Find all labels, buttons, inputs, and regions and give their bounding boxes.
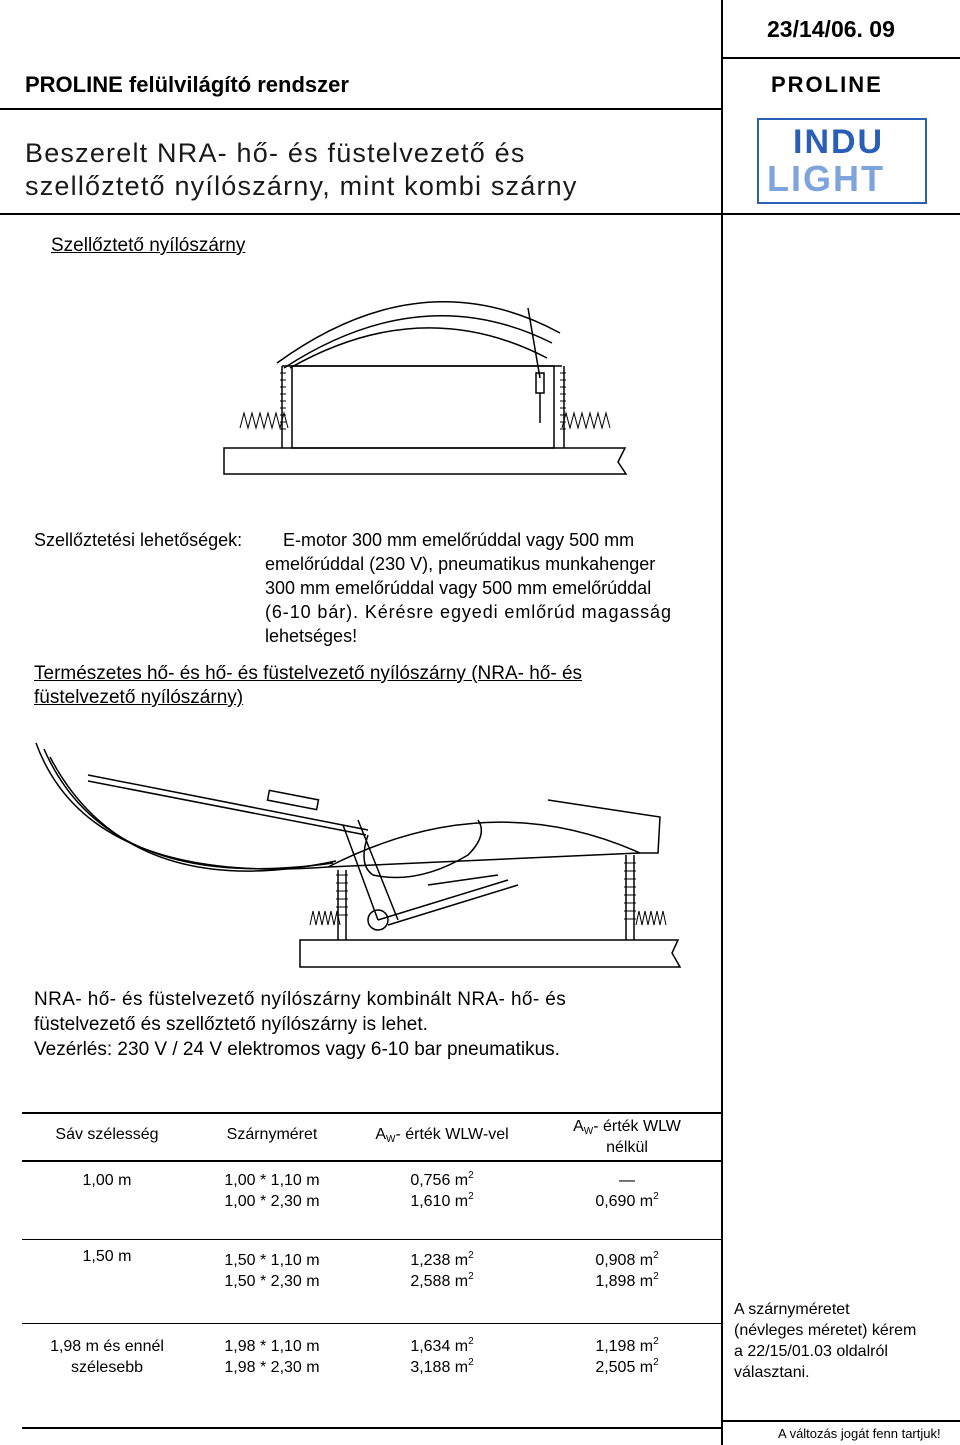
- page-title-line1: Beszerelt NRA- hő- és füstelvezető és: [25, 138, 526, 168]
- page-title-line2: szellőztető nyílószárny, mint kombi szárny: [25, 171, 578, 201]
- band-width-cell: 1,98 m és ennél: [50, 1337, 164, 1355]
- aw-with-cell: 1,238 m: [410, 1251, 469, 1269]
- aw-without-cell: —: [619, 1172, 635, 1189]
- doc-number: 23/14/06. 09: [767, 16, 895, 42]
- smoke-vent-drawing: [28, 735, 688, 970]
- notes-line2: füstelvezető és szellőztető nyílószárny is lehet.: [34, 1014, 428, 1035]
- notes-line3: Vezérlés: 230 V / 24 V elektromos vagy 6-10 bar pneumatikus.: [34, 1039, 560, 1060]
- table-row: 1,98 m és ennél szélesebb 1,98 * 1,10 m 1,98 * 2,30 m 1,634 $m^2$ 3,188 $m^2$ 1,198 $m^2$ 2,505 $m^2$: [22, 1323, 722, 1428]
- sash-size-cell: 1,98 * 1,10 m: [224, 1337, 320, 1355]
- logo-text-indu: INDU: [793, 123, 885, 161]
- footer-top-border: [721, 1420, 960, 1422]
- doc-number-bottom-border: [721, 57, 960, 59]
- aw-with-cell: 1,634 m: [410, 1337, 469, 1355]
- aw-with-cell: 3,188 m: [410, 1358, 469, 1376]
- aw-without-cell: 1,198 m: [595, 1337, 654, 1355]
- band-width-cell: szélesebb: [70, 1358, 144, 1376]
- table-row: 1,50 m 1,50 * 1,10 m 1,50 * 2,30 m 1,238 $m^2$ 2,588 $m^2$ 0,908 $m^2$ 1,898 $m^2$: [22, 1239, 722, 1323]
- ventilation-options-line4: (6-10 bár). Kérésre egyedi emlőrúd magasság: [265, 602, 672, 622]
- brand-proline: PROLINE: [771, 72, 883, 97]
- band-width-cell: 1,50 m: [82, 1247, 132, 1265]
- ventilation-options-line3: 300 mm emelőrúddal vagy 500 mm emelőrúddal: [265, 578, 652, 598]
- side-note-line1: A szárnyméretet: [734, 1301, 850, 1318]
- sash-size-cell: 1,50 * 1,10 m: [224, 1251, 320, 1269]
- sash-size-table: [22, 1112, 722, 1429]
- header-bottom-border: [0, 213, 960, 215]
- table-header-row: [22, 1113, 722, 1161]
- footer-disclaimer: A változás jogát fenn tartjuk!: [778, 1426, 941, 1441]
- aw-without-cell: 2,505 m: [595, 1358, 654, 1376]
- header-sash-size: Szárnyméret: [226, 1126, 318, 1143]
- side-note: [734, 1299, 916, 1383]
- indulight-logo: [757, 118, 927, 204]
- header-aw-without-wlw: $A_W-$ érték WLW nélkül: [573, 1118, 681, 1156]
- aw-without-cell: 0,690 m: [595, 1193, 654, 1210]
- ventilation-sash-drawing: [222, 288, 632, 478]
- header-aw-with-wlw: $A_W-$ érték WLW-vel: [375, 1126, 509, 1145]
- aw-with-cell: 0,756 m: [410, 1172, 469, 1189]
- aw-with-cell: 1,610 m: [410, 1193, 469, 1210]
- sash-size-cell: 1,50 * 2,30 m: [224, 1272, 320, 1290]
- sash-size-cell: 1,00 * 2,30 m: [224, 1193, 320, 1210]
- aw-without-cell: 1,898 m: [595, 1272, 654, 1290]
- ventilation-sash-heading: Szellőztető nyílószárny: [51, 235, 246, 256]
- side-note-line2: (névleges méretet) kérem: [734, 1322, 917, 1339]
- ventilation-options-line5: lehetséges!: [265, 626, 358, 646]
- header-band-width: Sáv szélesség: [55, 1126, 159, 1143]
- smoke-vent-heading-line1: Természetes hő- és hő- és füstelvezető nyílószárny (NRA- hő- és: [34, 663, 583, 684]
- side-note-line3: a 22/15/01.03 oldalról: [734, 1343, 888, 1360]
- sash-size-cell: 1,00 * 1,10 m: [224, 1172, 320, 1189]
- logo-text-light: LIGHT: [767, 158, 885, 199]
- band-width-cell: 1,00 m: [82, 1172, 132, 1189]
- aw-with-cell: 2,588 m: [410, 1272, 469, 1290]
- system-name: PROLINE felülvilágító rendszer: [25, 72, 349, 97]
- sash-size-cell: 1,98 * 2,30 m: [224, 1358, 320, 1376]
- ventilation-options-line1: E-motor 300 mm emelőrúddal vagy 500 mm: [283, 530, 635, 550]
- ventilation-options-label: Szellőztetési lehetőségek:: [34, 530, 243, 550]
- side-note-line4: választani.: [734, 1364, 810, 1381]
- aw-without-cell: 0,908 m: [595, 1251, 654, 1269]
- header-mid-border: [0, 108, 722, 110]
- notes-line1: NRA- hő- és füstelvezető nyílószárny kombinált NRA- hő- és: [34, 989, 567, 1010]
- ventilation-options-line2: emelőrúddal (230 V), pneumatikus munkahenger: [265, 554, 656, 574]
- smoke-vent-heading-line2: füstelvezető nyílószárny): [34, 687, 244, 708]
- table-row: 1,00 m 1,00 * 1,10 m 1,00 * 2,30 m 0,756 $m^2$ 1,610 $m^2$ — 0,690 $m^2$: [22, 1161, 722, 1239]
